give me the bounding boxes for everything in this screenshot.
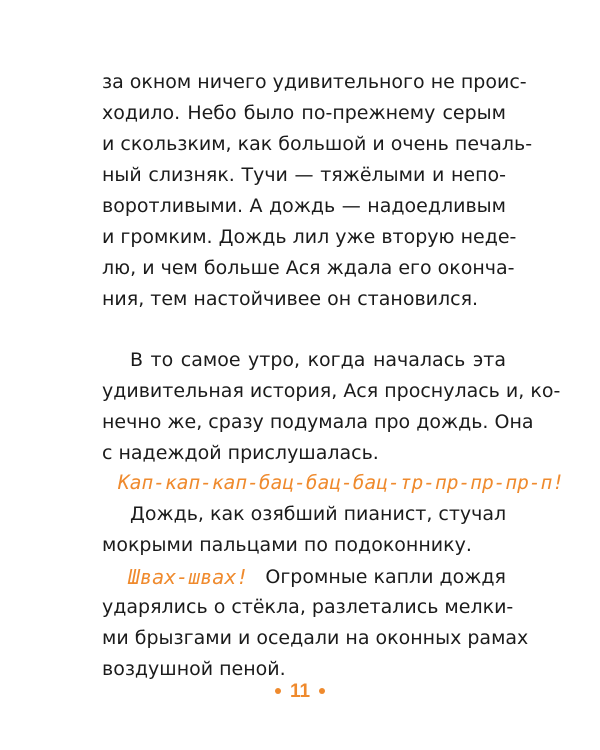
sound-effect-rain: Кап-кап-кап-бац-бац-бац-тр-пр-пр-пр-п! — [118, 471, 565, 494]
text-line: ния, тем настойчивее он становился. — [102, 288, 479, 310]
text-line: за окном ничего удивительного не проис- — [102, 71, 527, 93]
dot-icon — [319, 688, 325, 694]
dot-icon — [275, 688, 281, 694]
sound-effect-line — [240, 628, 380, 658]
text-fragment: Огромные капли дождя — [265, 566, 506, 588]
sound-effect-swish: Швах-швах! — [128, 565, 249, 589]
text-line: и громким. Дождь лил уже вторую неде- — [102, 226, 517, 248]
text-line: ударялись о стёкла, разлетались мелки- — [102, 596, 514, 618]
text-line: ный слизняк. Тучи — тяжёлыми и непо- — [102, 164, 506, 186]
text-line: с надеждой прислушалась. — [102, 442, 379, 464]
text-line: нечно же, сразу подумала про дождь. Она — [102, 411, 534, 433]
text-line: воротливыми. А дождь — надоедливым — [102, 195, 506, 217]
text-line: воздушной пеной. — [102, 658, 286, 680]
text-line: и скользким, как большой и очень печаль- — [102, 133, 533, 155]
text-line: мокрыми пальцами по подоконнику. — [102, 534, 472, 556]
sound-effect-line — [118, 468, 565, 498]
text-line: Дождь, как озябший пианист, стучал — [130, 503, 507, 525]
sound-effect-line — [128, 562, 506, 592]
text-line: лю, и чем больше Ася ждала его оконча- — [102, 257, 515, 279]
text-line: В то самое утро, когда началась эта — [130, 349, 506, 371]
page-number-value: 11 — [289, 681, 311, 702]
text-line: удивительная история, Ася проснулась и, ко- — [102, 380, 561, 402]
text-line: ми брызгами и оседали на оконных рамах — [102, 627, 529, 649]
page-number — [0, 680, 600, 704]
text-line: ходило. Небо было по-прежнему серым — [102, 102, 506, 124]
